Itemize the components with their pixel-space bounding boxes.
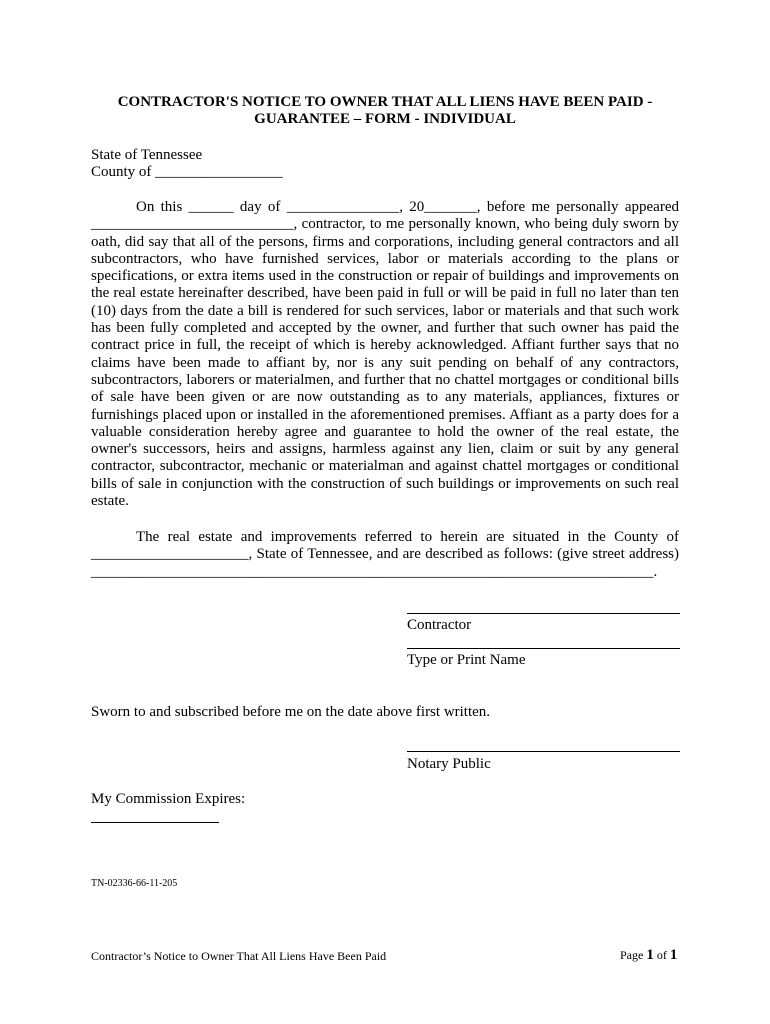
contractor-signature-line[interactable]: [407, 613, 680, 614]
of-word: of: [656, 948, 667, 962]
state-line: State of Tennessee: [91, 147, 203, 163]
notary-label: Notary Public: [407, 756, 491, 772]
page-word: Page: [620, 948, 644, 962]
real-estate-paragraph: The real estate and improvements referred to herein are situated in the County of _____________________, State of Tennessee, and are described as follows: (give street address) ___________________________________________________________________________.: [91, 529, 679, 580]
title-line-2: GUARANTEE – FORM - INDIVIDUAL: [254, 111, 516, 127]
notary-signature-line[interactable]: [407, 751, 680, 752]
footer-title: Contractor’s Notice to Owner That All Liens Have Been Paid: [91, 949, 387, 963]
page-total: 1: [669, 947, 678, 963]
county-line: County of _________________: [91, 164, 283, 180]
page-number: [620, 947, 677, 964]
contractor-label: Contractor: [407, 617, 472, 633]
print-name-label: Type or Print Name: [407, 652, 526, 668]
form-code: TN-02336-66-11-205: [91, 878, 178, 889]
print-name-line[interactable]: [407, 648, 680, 649]
title-line-1: CONTRACTOR'S NOTICE TO OWNER THAT ALL LIENS HAVE BEEN PAID -: [117, 94, 653, 110]
commission-expires-label: My Commission Expires:: [91, 791, 246, 807]
commission-expires-line[interactable]: [91, 822, 219, 823]
affidavit-paragraph: On this ______ day of _______________, 20_______, before me personally appeared ___________________________, contractor, to me personally known, who being duly sworn by oath, did say that all of the persons, firms and corporations, including general contractors and all subcontractors, who have furnished services, labor or materials according to the plans or specifications, or extra items used in the construction or repair of buildings and improvements on the real estate hereinafter described, have been paid in full or will be paid in full no later than ten (10) days from the date a bill is rendered for such services, labor or materials and that such work has been fully completed and accepted by the owner, and further that such owner has paid the contract price in full, the receipt of which is hereby acknowledged. Affiant further says that no claims have been made to affiant by, nor is any suit pending on behalf of any contractors, subcontractors, laborers or materialmen, and further that no chattel mortgages or conditional bills of sale have been given or are now outstanding as to any materials, appliances, fixtures or furnishings placed upon or installed in the aforementioned premises. Affiant as a party does for a valuable consideration hereby agree and guarantee to hold the owner of the real estate, the owner's successors, heirs and assigns, harmless against any lien, claim or suit by any general contractor, subcontractor, mechanic or materialman and against chattel mortgages or conditional bills of sale in conjunction with the construction of such buildings or improvements on such real estate.: [91, 199, 679, 510]
sworn-statement: Sworn to and subscribed before me on the date above first written.: [91, 704, 491, 720]
document-title: [90, 94, 680, 128]
page-current: 1: [646, 947, 654, 963]
